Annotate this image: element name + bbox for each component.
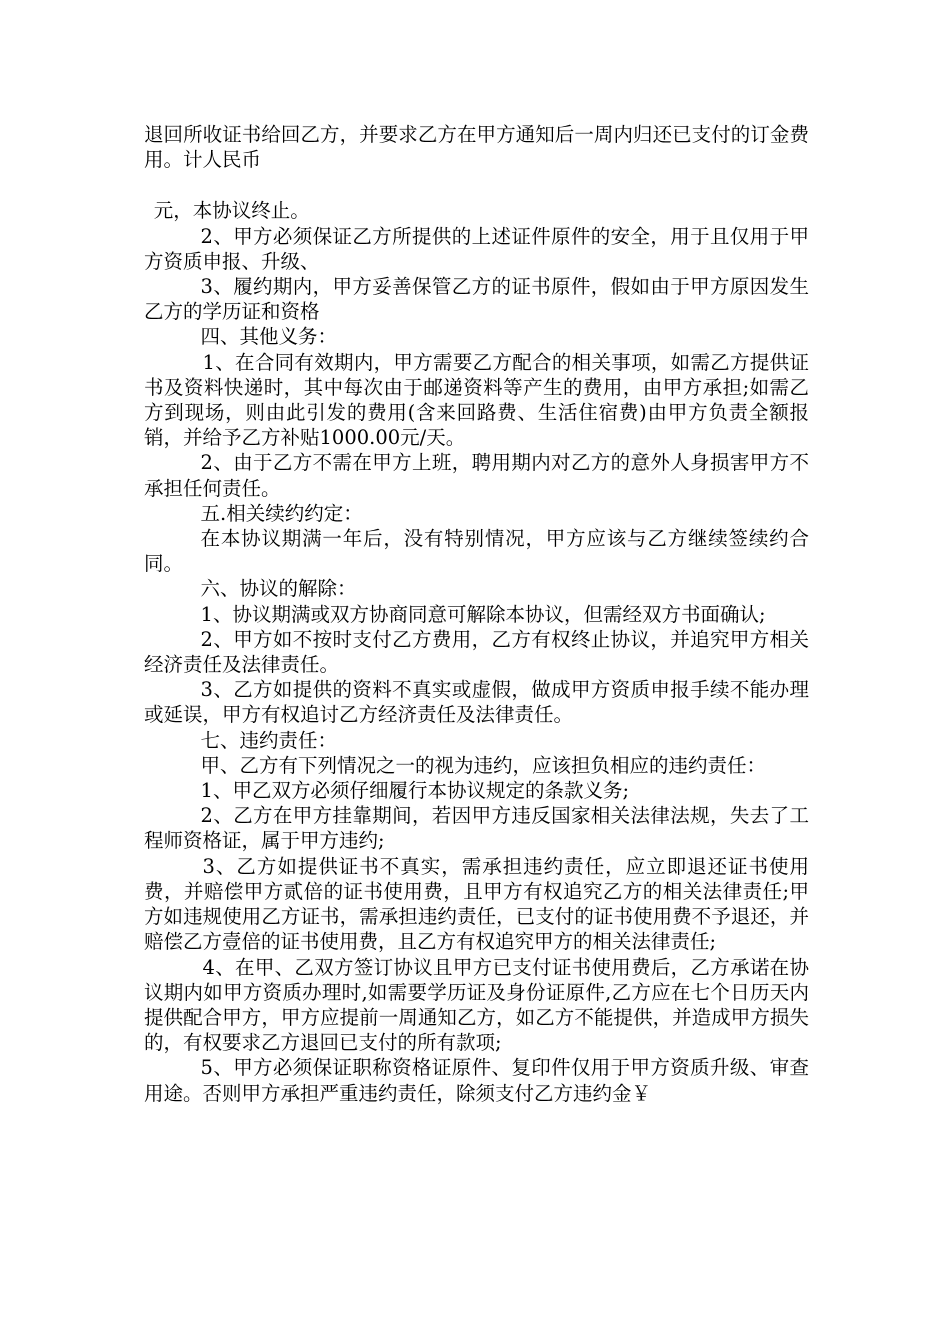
paragraph-breach-intro: 甲、乙方有下列情况之一的视为违约，应该担负相应的违约责任：: [200, 753, 767, 777]
section-heading-breach: 七、违约责任：: [200, 728, 338, 752]
section-heading-renewal: 五.相关续约约定：: [200, 501, 363, 525]
paragraph-clause-2: 2、甲方必须保证乙方所提供的上述证件原件的安全，用于且仅用于甲方资质申报、升级、: [144, 224, 809, 273]
paragraph-breach-5: 5、甲方必须保证职称资格证原件、复印件仅用于甲方资质升级、审查用途。否则甲方承担严重违约责任，除须支付乙方违约金￥: [144, 1056, 809, 1105]
document-page: [144, 122, 809, 1106]
paragraph-breach-3: 3、乙方如提供证书不真实，需承担违约责任，应立即退还证书使用费，并赔偿甲方贰倍的证书使用费，且甲方有权追究乙方的相关法律责任;甲方如违规使用乙方证书，需承担违约责任，已支付的证书使用费不予退还，并赔偿乙方壹倍的证书使用费，且乙方有权追究甲方的相关法律责任;: [144, 854, 809, 954]
paragraph-refund-clause: 退回所收证书给回乙方，并要求乙方在甲方通知后一周内归还已支付的订金费用。计人民币: [144, 123, 809, 172]
paragraph-breach-4: 4、在甲、乙双方签订协议且甲方已支付证书使用费后，乙方承诺在协议期内如甲方资质办理时,如需要学历证及身份证原件,乙方应在七个日历天内提供配合甲方，甲方应提前一周通知乙方，如乙方不能提供，并造成甲方损失的，有权要求乙方退回已支付的所有款项;: [144, 955, 809, 1055]
paragraph-termination-3: 3、乙方如提供的资料不真实或虚假，做成甲方资质申报手续不能办理或延误，甲方有权追讨乙方经济责任及法律责任。: [144, 678, 809, 727]
paragraph-obligation-1: 1、在合同有效期内，甲方需要乙方配合的相关事项，如需乙方提供证书及资料快递时，其中每次由于邮递资料等产生的费用，由甲方承担;如需乙方到现场，则由此引发的费用(含来回路费、生活住宿费)由甲方负责全额报销，并给予乙方补贴1000.00元/天。: [144, 350, 809, 450]
paragraph-clause-3: 3、履约期内，甲方妥善保管乙方的证书原件，假如由于甲方原因发生乙方的学历证和资格: [144, 275, 809, 324]
paragraph-breach-2: 2、乙方在甲方挂靠期间，若因甲方违反国家相关法律法规，失去了工程师资格证，属于甲方违约;: [144, 804, 809, 853]
section-heading-other-obligations: 四、其他义务：: [200, 325, 338, 349]
paragraph-renewal: 在本协议期满一年后，没有特别情况，甲方应该与乙方继续签续约合同。: [144, 527, 809, 576]
paragraph-termination-1: 1、协议期满或双方协商同意可解除本协议，但需经双方书面确认;: [200, 602, 766, 626]
section-heading-termination: 六、协议的解除：: [200, 577, 357, 601]
paragraph-obligation-2: 2、由于乙方不需在甲方上班，聘用期内对乙方的意外人身损害甲方不承担任何责任。: [144, 451, 809, 500]
paragraph-breach-1: 1、甲乙双方必须仔细履行本协议规定的条款义务;: [200, 779, 630, 803]
paragraph-termination-2: 2、甲方如不按时支付乙方费用，乙方有权终止协议，并追究甲方相关经济责任及法律责任。: [144, 627, 809, 677]
paragraph-termination: 元，本协议终止。: [153, 199, 310, 223]
